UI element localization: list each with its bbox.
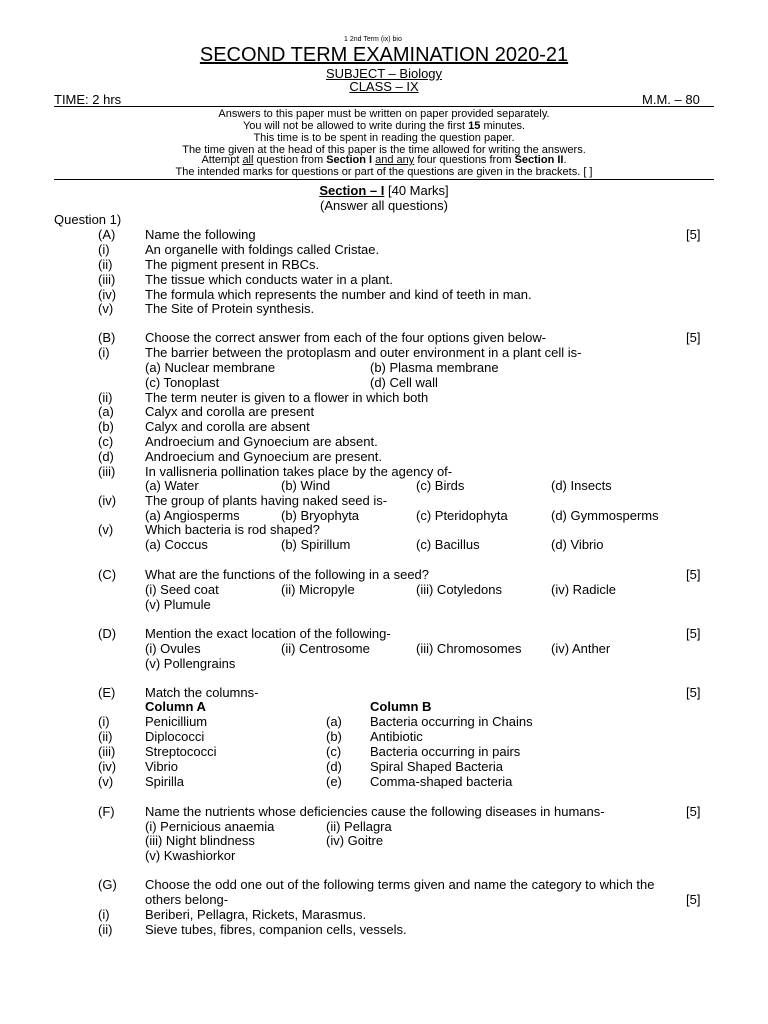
column-b-header: Column B bbox=[370, 699, 432, 714]
part-label: (G) bbox=[98, 877, 117, 892]
option: (iv) Goitre bbox=[326, 833, 384, 848]
option: (a) Angiosperms bbox=[145, 508, 240, 523]
item-text: An organelle with foldings called Cristae. bbox=[145, 242, 380, 257]
match-number: (iii) bbox=[98, 744, 116, 759]
part-label: (A) bbox=[98, 227, 116, 242]
marks: [5] bbox=[686, 685, 701, 700]
match-number: (iv) bbox=[98, 759, 117, 774]
header-divider bbox=[54, 106, 714, 107]
subject-line: SUBJECT – Biology bbox=[325, 66, 443, 81]
option: (i) Ovules bbox=[145, 641, 201, 656]
match-number: (ii) bbox=[98, 729, 113, 744]
item-text: The tissue which conducts water in a plant. bbox=[145, 272, 393, 287]
match-b: Bacteria occurring in Chains bbox=[370, 714, 533, 729]
marks: [5] bbox=[686, 330, 701, 345]
option: (d) Gymmosperms bbox=[551, 508, 659, 523]
option-number: (a) bbox=[98, 404, 114, 419]
option: (d) Insects bbox=[551, 478, 612, 493]
item-text: The term neuter is given to a flower in which both bbox=[145, 390, 429, 405]
item-text: Sieve tubes, fibres, companion cells, vessels. bbox=[145, 922, 407, 937]
option: (iii) Night blindness bbox=[145, 833, 255, 848]
match-a: Vibrio bbox=[145, 759, 179, 774]
part-text: Match the columns- bbox=[145, 685, 259, 700]
item-text: The group of plants having naked seed is- bbox=[145, 493, 388, 508]
option: (iii) Cotyledons bbox=[416, 582, 502, 597]
match-b: Comma-shaped bacteria bbox=[370, 774, 513, 789]
part-text: Choose the correct answer from each of the four options given below- bbox=[145, 330, 547, 345]
instruction-line: The time given at the head of this paper is the time allowed for writing the answers. bbox=[182, 144, 586, 156]
match-b: Spiral Shaped Bacteria bbox=[370, 759, 503, 774]
item-number: (ii) bbox=[98, 257, 113, 272]
option-number: (c) bbox=[98, 434, 114, 449]
option: (v) Kwashiorkor bbox=[145, 848, 236, 863]
part-text: Choose the odd one out of the following terms given and name the category to which the bbox=[145, 877, 655, 892]
option: (b) Plasma membrane bbox=[370, 360, 499, 375]
part-text-continued: others belong- bbox=[145, 892, 229, 907]
option: (v) Plumule bbox=[145, 597, 211, 612]
marks: [5] bbox=[686, 626, 701, 641]
option: (c) Birds bbox=[416, 478, 465, 493]
match-b: Bacteria occurring in pairs bbox=[370, 744, 521, 759]
option: (d) Cell wall bbox=[370, 375, 438, 390]
option: (i) Seed coat bbox=[145, 582, 219, 597]
option: (iv) Radicle bbox=[551, 582, 617, 597]
option-number: (b) bbox=[98, 419, 114, 434]
match-number: (v) bbox=[98, 774, 114, 789]
item-number: (ii) bbox=[98, 390, 113, 405]
time-label: TIME: 2 hrs bbox=[54, 92, 122, 107]
instruction-line: This time is to be spent in reading the question paper. bbox=[253, 132, 515, 144]
item-number: (i) bbox=[98, 907, 110, 922]
item-number: (iv) bbox=[98, 287, 117, 302]
option-number: (d) bbox=[98, 449, 114, 464]
option: (c) Tonoplast bbox=[145, 375, 220, 390]
item-text: The formula which represents the number and kind of teeth in man. bbox=[145, 287, 532, 302]
match-letter: (d) bbox=[326, 759, 342, 774]
item-number: (ii) bbox=[98, 922, 113, 937]
item-number: (iv) bbox=[98, 493, 117, 508]
option: (c) Pteridophyta bbox=[416, 508, 508, 523]
item-text: The pigment present in RBCs. bbox=[145, 257, 320, 272]
top-note: 1 2nd Term (ix) bio bbox=[344, 36, 402, 43]
item-text: The barrier between the protoplasm and outer environment in a plant cell is- bbox=[145, 345, 582, 360]
marks: [5] bbox=[686, 804, 701, 819]
item-number: (v) bbox=[98, 301, 114, 316]
option: (d) Vibrio bbox=[551, 537, 604, 552]
instruction-line: Answers to this paper must be written on paper provided separately. bbox=[218, 108, 550, 120]
match-letter: (e) bbox=[326, 774, 342, 789]
option: (b) Wind bbox=[281, 478, 331, 493]
section-title: Section – I [40 Marks] bbox=[319, 183, 449, 198]
option: (a) Water bbox=[145, 478, 199, 493]
option: (iii) Chromosomes bbox=[416, 641, 522, 656]
match-letter: (a) bbox=[326, 714, 342, 729]
marks: [5] bbox=[686, 567, 701, 582]
instructions-divider bbox=[54, 179, 714, 180]
option: (i) Pernicious anaemia bbox=[145, 819, 275, 834]
class-line: CLASS – IX bbox=[349, 79, 419, 94]
part-text: Name the following bbox=[145, 227, 256, 242]
match-a: Spirilla bbox=[145, 774, 185, 789]
item-number: (iii) bbox=[98, 464, 116, 479]
option: (ii) Micropyle bbox=[281, 582, 355, 597]
item-text: The Site of Protein synthesis. bbox=[145, 301, 315, 316]
item-text: In vallisneria pollination takes place by the agency of- bbox=[145, 464, 453, 479]
question-label: Question 1) bbox=[54, 212, 122, 227]
match-a: Diplococci bbox=[145, 729, 205, 744]
section-subtitle: (Answer all questions) bbox=[320, 198, 448, 213]
max-marks-label: M.M. – 80 bbox=[642, 92, 700, 107]
match-a: Streptococci bbox=[145, 744, 217, 759]
option: (v) Pollengrains bbox=[145, 656, 236, 671]
instruction-line: Attempt all question from Section I and any four questions from Section II. bbox=[201, 154, 567, 166]
marks: [5] bbox=[686, 892, 701, 907]
item-text: Beriberi, Pellagra, Rickets, Marasmus. bbox=[145, 907, 367, 922]
option: (ii) Pellagra bbox=[326, 819, 392, 834]
option: Androecium and Gynoecium are present. bbox=[145, 449, 383, 464]
instruction-line: You will not be allowed to write during the first 15 minutes. bbox=[242, 120, 526, 132]
option: (c) Bacillus bbox=[416, 537, 480, 552]
option: (b) Spirillum bbox=[281, 537, 351, 552]
option: Calyx and corolla are absent bbox=[145, 419, 310, 434]
part-label: (E) bbox=[98, 685, 116, 700]
item-number: (i) bbox=[98, 345, 110, 360]
instruction-line: The intended marks for questions or part of the questions are given in the brackets. [ ] bbox=[175, 166, 593, 178]
part-label: (D) bbox=[98, 626, 117, 641]
exam-title: SECOND TERM EXAMINATION 2020-21 bbox=[199, 44, 569, 66]
option: (ii) Centrosome bbox=[281, 641, 370, 656]
part-text: Name the nutrients whose deficiencies cause the following diseases in humans- bbox=[145, 804, 605, 819]
option: Calyx and corolla are present bbox=[145, 404, 315, 419]
option: (a) Coccus bbox=[145, 537, 208, 552]
part-text: Mention the exact location of the following- bbox=[145, 626, 391, 641]
option: (a) Nuclear membrane bbox=[145, 360, 276, 375]
part-label: (C) bbox=[98, 567, 117, 582]
match-b: Antibiotic bbox=[370, 729, 423, 744]
match-letter: (b) bbox=[326, 729, 342, 744]
column-a-header: Column A bbox=[145, 699, 206, 714]
option: (b) Bryophyta bbox=[281, 508, 360, 523]
part-text: What are the functions of the following in a seed? bbox=[145, 567, 430, 582]
part-label: (F) bbox=[98, 804, 115, 819]
item-text: Which bacteria is rod shaped? bbox=[145, 522, 320, 537]
item-number: (v) bbox=[98, 522, 114, 537]
option: Androecium and Gynoecium are absent. bbox=[145, 434, 378, 449]
match-a: Penicillium bbox=[145, 714, 208, 729]
marks: [5] bbox=[686, 227, 701, 242]
part-label: (B) bbox=[98, 330, 116, 345]
item-number: (i) bbox=[98, 242, 110, 257]
option: (iv) Anther bbox=[551, 641, 611, 656]
match-letter: (c) bbox=[326, 744, 342, 759]
match-number: (i) bbox=[98, 714, 110, 729]
item-number: (iii) bbox=[98, 272, 116, 287]
